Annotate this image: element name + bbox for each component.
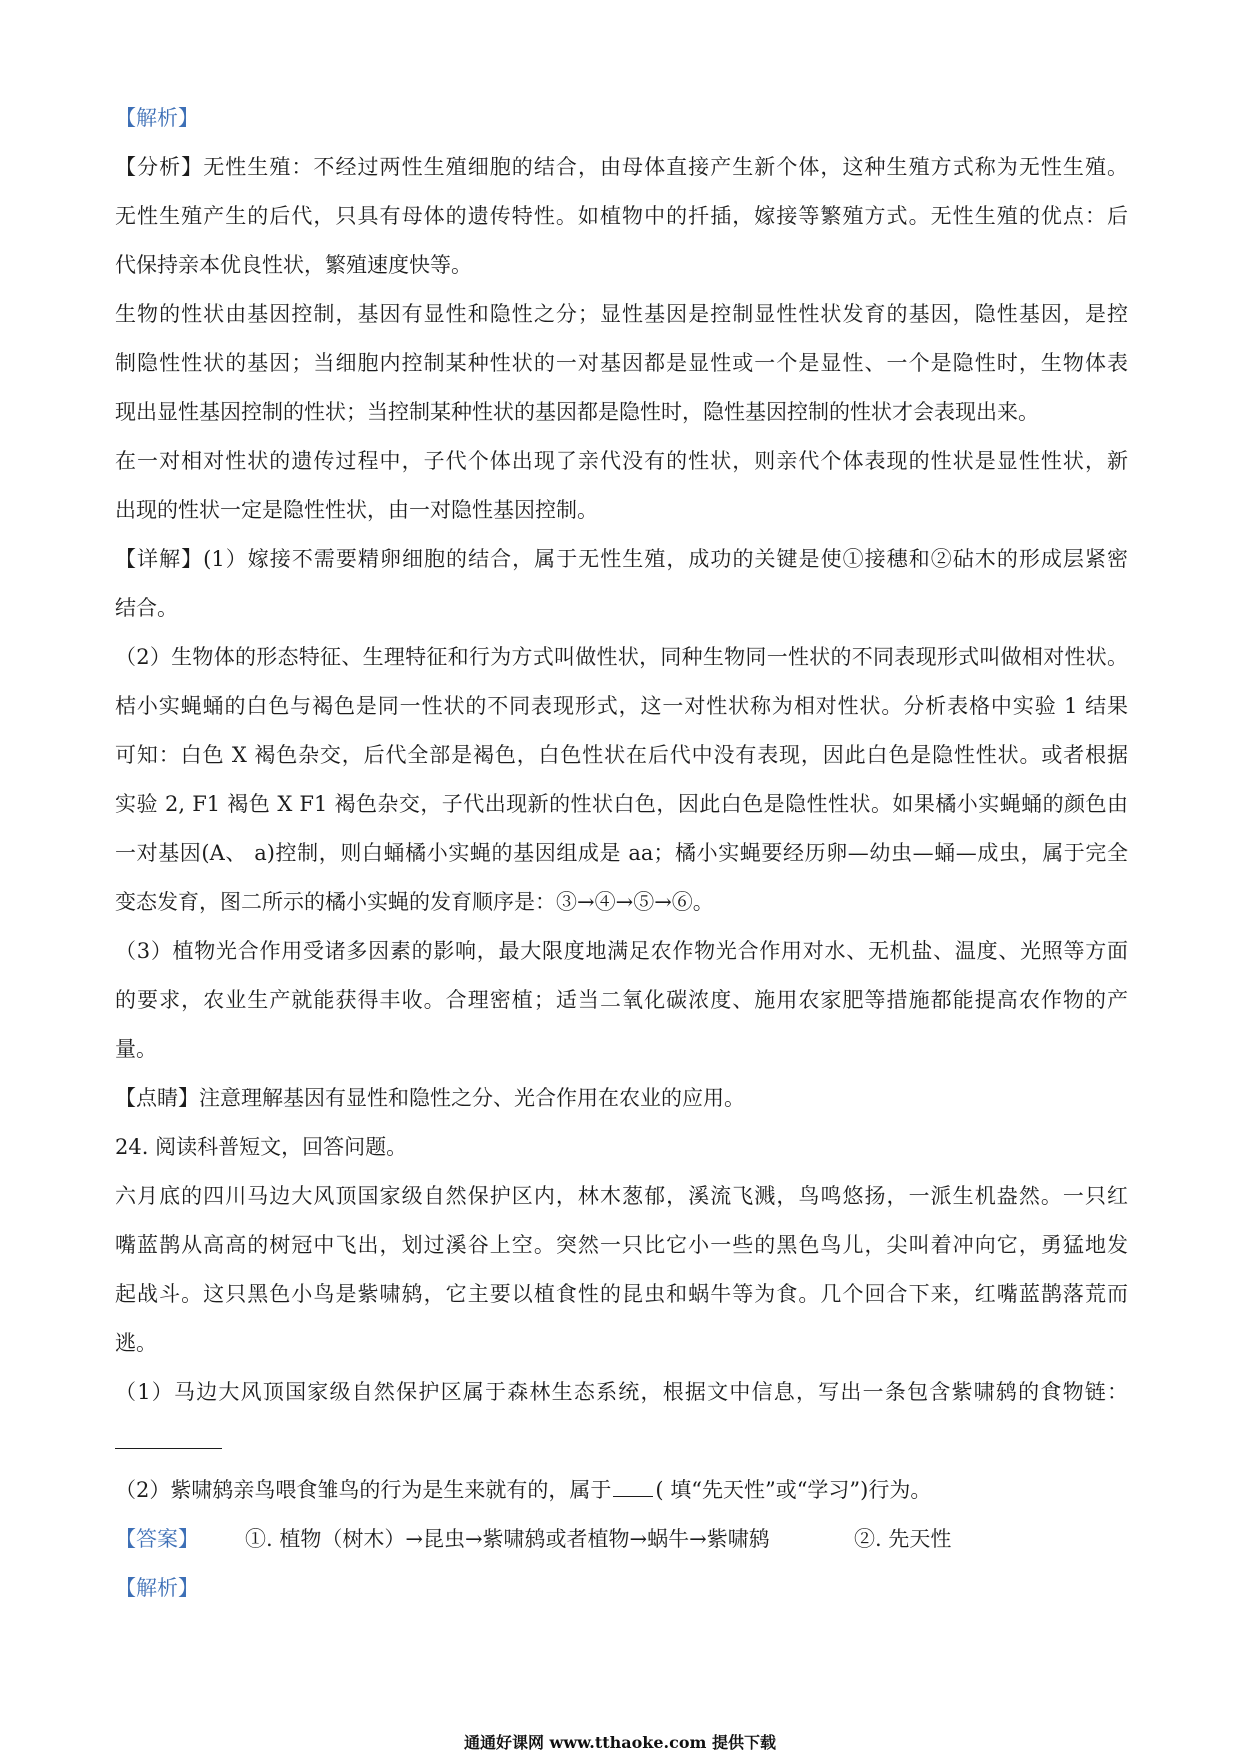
detail-line (115, 535, 1128, 584)
passage-line: 逃。 (115, 1331, 157, 1355)
analysis-line: 代保持亲本优良性状，繁殖速度快等。 (115, 253, 472, 277)
answer-blank-row (115, 1417, 1128, 1466)
detail-text: (1）嫁接不需要精卵细胞的结合，属于无性生殖，成功的关键是使①接穗和②砧木的形成层紧密 (203, 547, 1129, 571)
analysis-label: 【分析】 (115, 155, 204, 179)
detail-line: 变态发育，图二所示的橘小实蝇的发育顺序是：③→④→⑤→⑥。 (115, 890, 714, 914)
passage-line: 嘴蓝鹊从高高的树冠中飞出，划过溪谷上空。突然一只比它小一些的黑色鸟儿，尖叫着冲向它，勇猛地发 (115, 1233, 1128, 1257)
passage-line: 六月底的四川马边大风顶国家级自然保护区内，林木葱郁，溪流飞溅，鸟鸣悠扬，一派生机盎然。一只红 (115, 1184, 1128, 1208)
answer-item-1: ①. 植物（树木）→昆虫→紫啸鸫或者植物→蜗牛→紫啸鸫 (245, 1527, 770, 1551)
answer-blank-line (115, 1448, 222, 1449)
question-title: 24. 阅读科普短文，回答问题。 (115, 1135, 408, 1159)
section-heading-jiexi: 【解析】 (115, 1576, 199, 1600)
answer-item-2: ②. 先天性 (854, 1527, 952, 1551)
detail-line: 桔小实蝇蛹的白色与褐色是同一性状的不同表现形式，这一对性状称为相对性状。分析表格中实验 1 结果 (115, 694, 1128, 718)
question-1: （1）马边大风顶国家级自然保护区属于森林生态系统，根据文中信息，写出一条包含紫啸鸫的食物链： (115, 1380, 1128, 1404)
page-content (115, 94, 1128, 1613)
detail-line: 量。 (115, 1037, 157, 1061)
detail-line: 结合。 (115, 596, 178, 620)
analysis-line: 出现的性状一定是隐性性状，由一对隐性基因控制。 (115, 498, 598, 522)
comment-line (115, 1074, 1128, 1123)
analysis-line: 在一对相对性状的遗传过程中，子代个体出现了亲代没有的性状，则亲代个体表现的性状是显性性状，新 (115, 449, 1128, 473)
analysis-line: 生物的性状由基因控制，基因有显性和隐性之分；显性基因是控制显性性状发育的基因，隐性基因，是控 (115, 302, 1128, 326)
detail-line: 的要求，农业生产就能获得丰收。合理密植；适当二氧化碳浓度、施用农家肥等措施都能提高农作物的产 (115, 988, 1128, 1012)
question-2-tail: ( 填“先天性”或“学习”)行为。 (655, 1478, 932, 1502)
question-2 (115, 1466, 1128, 1515)
detail-label: 【详解】 (115, 547, 204, 571)
section-heading-jiexi: 【解析】 (115, 106, 199, 130)
analysis-line: 制隐性性状的基因；当细胞内控制某种性状的一对基因都是显性或一个是显性、一个是隐性时，生物体表 (115, 351, 1128, 375)
analysis-line: 无性生殖产生的后代，只具有母体的遗传特性。如植物中的扦插，嫁接等繁殖方式。无性生殖的优点：后 (115, 204, 1128, 228)
detail-line: 可知：白色 X 褐色杂交，后代全部是褐色，白色性状在后代中没有表现，因此白色是隐性性状。或者根据 (115, 743, 1128, 767)
passage-line: 起战斗。这只黑色小鸟是紫啸鸫，它主要以植食性的昆虫和蜗牛等为食。几个回合下来，红嘴蓝鹊落荒而 (115, 1282, 1128, 1306)
detail-line: （2）生物体的形态特征、生理特征和行为方式叫做性状，同种生物同一性状的不同表现形式叫做相对性状。 (115, 645, 1128, 669)
answer-line (115, 1515, 1128, 1564)
analysis-text: 无性生殖：不经过两性生殖细胞的结合，由母体直接产生新个体，这种生殖方式称为无性生殖。 (203, 155, 1129, 179)
detail-line: 一对基因(A、 a)控制，则白蛹橘小实蝇的基因组成是 aa；橘小实蝇要经历卵—幼虫—蛹—成虫，属于完全 (115, 841, 1128, 865)
answer-blank-inline (613, 1476, 653, 1497)
answer-label: 【答案】 (115, 1527, 199, 1551)
detail-line: 实验 2, F1 褐色 X F1 褐色杂交，子代出现新的性状白色，因此白色是隐性性状。如果橘小实蝇蛹的颜色由 (115, 792, 1128, 816)
detail-line: （3）植物光合作用受诸多因素的影响，最大限度地满足农作物光合作用对水、无机盐、温度、光照等方面 (115, 939, 1128, 963)
analysis-line (115, 143, 1128, 192)
comment-label: 【点睛】 (115, 1086, 199, 1110)
question-2-text: （2）紫啸鸫亲鸟喂食雏鸟的行为是生来就有的，属于 (115, 1478, 612, 1502)
analysis-line: 现出显性基因控制的性状；当控制某种性状的基因都是隐性时，隐性基因控制的性状才会表现出来。 (115, 400, 1039, 424)
comment-text: 注意理解基因有显性和隐性之分、光合作用在农业的应用。 (199, 1086, 745, 1110)
page-footer: 通通好课网 www.tthaoke.com 提供下载 (463, 1733, 777, 1752)
